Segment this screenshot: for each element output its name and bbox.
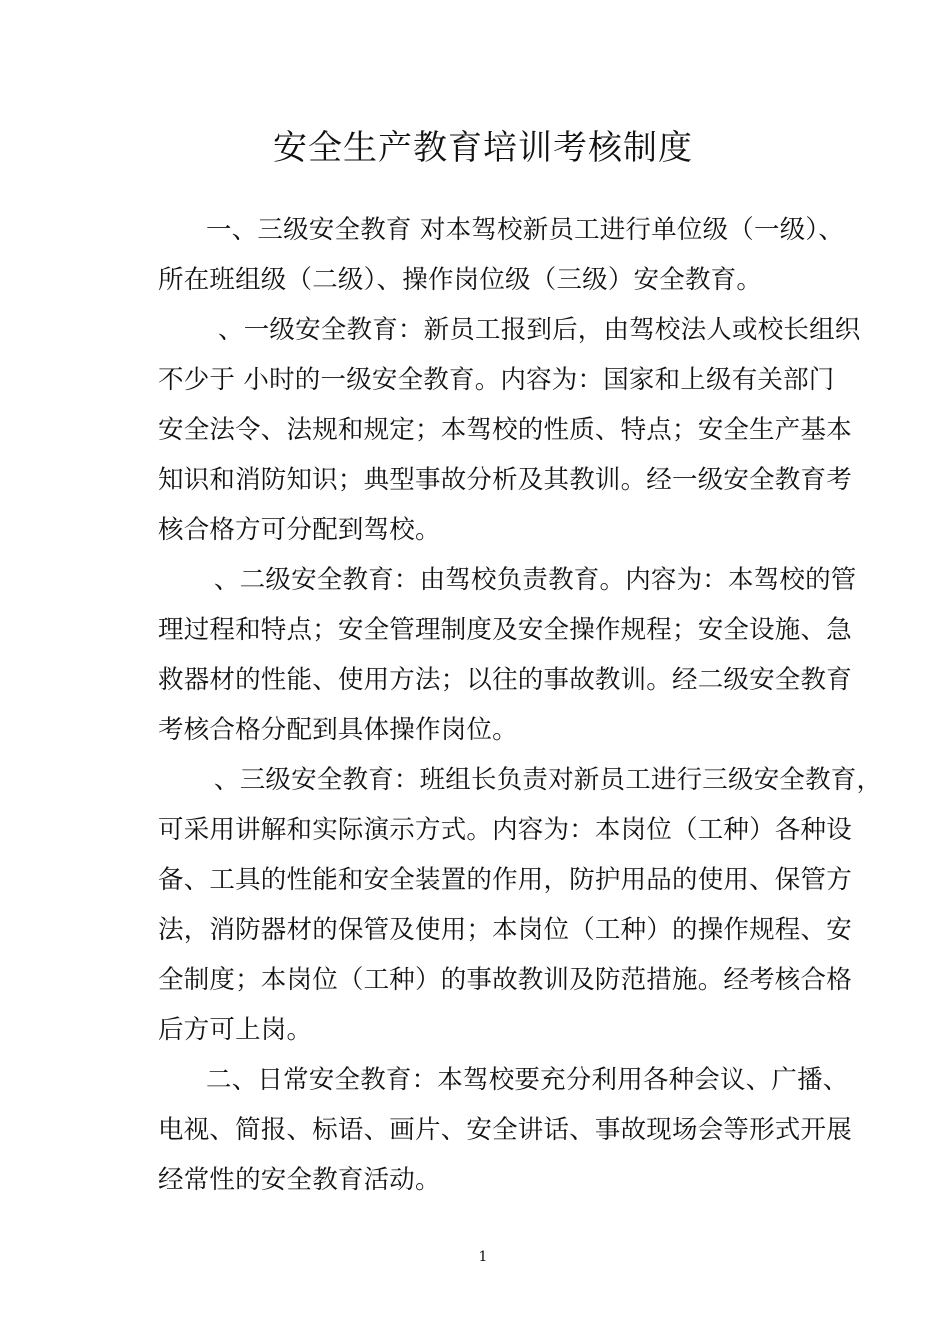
paragraph-line: 、三级安全教育：班组长负责对新员工进行三级安全教育， bbox=[214, 765, 883, 795]
paragraph-line: 一、三级安全教育 对本驾校新员工进行单位级（一级）、 bbox=[206, 215, 845, 245]
paragraph-line: 、一级安全教育：新员工报到后，由驾校法人或校长组织 bbox=[218, 315, 861, 345]
paragraph-line: 备、工具的性能和安全装置的作用，防护用品的使用、保管方 bbox=[158, 865, 852, 895]
paragraph-line: 、二级安全教育：由驾校负责教育。内容为：本驾校的管 bbox=[214, 565, 857, 595]
paragraph-line: 知识和消防知识；典型事故分析及其教训。经一级安全教育考 bbox=[158, 465, 852, 495]
paragraph-line: 不少于 小时的一级安全教育。内容为：国家和上级有关部门 bbox=[158, 365, 835, 395]
paragraph-line: 二、日常安全教育：本驾校要充分利用各种会议、广播、 bbox=[206, 1065, 849, 1095]
paragraph-line: 全制度；本岗位（工种）的事故教训及防范措施。经考核合格 bbox=[158, 965, 852, 995]
paragraph-line: 所在班组级（二级）、操作岗位级（三级）安全教育。 bbox=[158, 265, 763, 295]
paragraph-line: 经常性的安全教育活动。 bbox=[158, 1165, 441, 1195]
page-number: 1 bbox=[478, 1249, 488, 1265]
paragraph-line: 法，消防器材的保管及使用；本岗位（工种）的操作规程、安 bbox=[158, 915, 852, 945]
paragraph-line: 电视、简报、标语、画片、安全讲话、事故现场会等形式开展 bbox=[158, 1115, 852, 1145]
paragraph-line: 理过程和特点；安全管理制度及安全操作规程；安全设施、急 bbox=[158, 615, 852, 645]
paragraph-line: 可采用讲解和实际演示方式。内容为：本岗位（工种）各种设 bbox=[158, 815, 852, 845]
paragraph-line: 后方可上岗。 bbox=[158, 1015, 313, 1045]
document-title: 安全生产教育培训考核制度 bbox=[273, 128, 693, 168]
paragraph-line: 安全法令、法规和规定；本驾校的性质、特点；安全生产基本 bbox=[158, 415, 852, 445]
paragraph-line: 救器材的性能、使用方法；以往的事故教训。经二级安全教育 bbox=[158, 665, 852, 695]
paragraph-line: 考核合格分配到具体操作岗位。 bbox=[158, 715, 518, 745]
paragraph-line: 核合格方可分配到驾校。 bbox=[158, 515, 441, 545]
